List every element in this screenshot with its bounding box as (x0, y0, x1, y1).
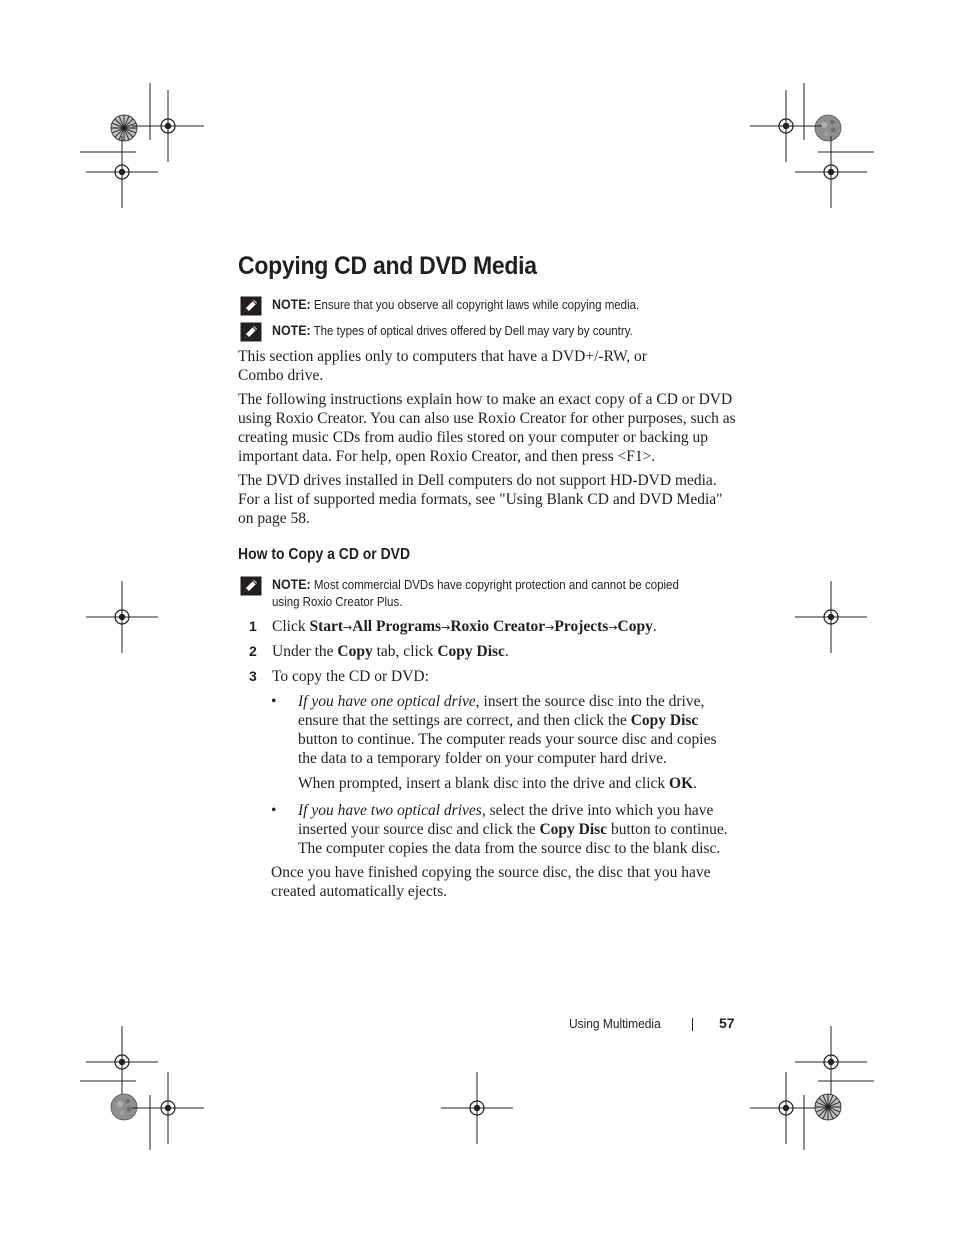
menu-path-copy: Copy (617, 618, 653, 635)
ui-button-copy-disc: Copy Disc (539, 821, 608, 838)
punctuation: . (504, 643, 509, 660)
step-number: 2 (249, 643, 257, 659)
ui-tab-copy: Copy (337, 643, 373, 660)
bullet-text: the data to a temporary folder on your computer hard drive. (298, 750, 667, 767)
ui-button-copy-disc: Copy Disc (630, 712, 699, 729)
bullet-dot: • (271, 693, 277, 710)
section-heading: How to Copy a CD or DVD (238, 546, 411, 563)
step-text: Click (272, 618, 310, 635)
note-pencil-icon (240, 576, 262, 596)
footer-divider (692, 1018, 693, 1031)
note-text: Most commercial DVDs have copyright protection and cannot be copied (313, 578, 679, 592)
punctuation: . (693, 775, 698, 792)
step-text: To copy the CD or DVD: (272, 668, 429, 685)
arrow-icon: → (608, 621, 618, 634)
menu-path-roxio: Roxio Creator (450, 618, 546, 635)
bullet-text: ensure that the settings are correct, and then click the (298, 712, 631, 729)
menu-path-projects: Projects (554, 618, 609, 635)
bullet-dot: • (271, 802, 277, 819)
text-line: creating music CDs from audio files stored on your computer or backing up (238, 429, 709, 446)
note-text: using Roxio Creator Plus. (272, 595, 403, 609)
page-title: Copying CD and DVD Media (238, 252, 537, 280)
closing-paragraph (271, 863, 741, 901)
arrow-icon: → (545, 621, 555, 634)
bullet-text: inserted your source disc and click the (298, 821, 540, 838)
text-line: The DVD drives installed in Dell computers do not support HD-DVD media. (238, 472, 717, 489)
text-line: on page 58. (238, 510, 310, 527)
text-line: This section applies only to computers that have a DVD+/-RW, or (238, 348, 647, 365)
hd-dvd-paragraph (238, 471, 738, 528)
arrow-icon: → (441, 621, 451, 634)
bullet-text: The computer copies the data from the source disc to the blank disc. (298, 840, 721, 857)
step-text: tab, click (372, 643, 438, 660)
text-line: For a list of supported media formats, see "Using Blank CD and DVD Media" (238, 491, 723, 508)
bullet-text: When prompted, insert a blank disc into the drive and click (298, 775, 670, 792)
note-pencil-icon (240, 296, 262, 316)
bullet-lead: If you have two optical drives (298, 802, 482, 819)
note-text: Ensure that you observe all copyright laws while copying media. (313, 298, 640, 312)
menu-path-all-programs: All Programs (352, 618, 442, 635)
step-2 (238, 642, 738, 662)
note-text: The types of optical drives offered by Dell may vary by country. (313, 324, 633, 338)
text-line: Combo drive. (238, 367, 324, 384)
instructions-paragraph (238, 390, 738, 466)
step-text: Under the (272, 643, 338, 660)
ui-button-copy-disc: Copy Disc (437, 643, 505, 660)
note-pencil-icon (240, 322, 262, 342)
footer-section-name: Using Multimedia (569, 1016, 661, 1031)
bullet-lead: If you have one optical drive (298, 693, 476, 710)
text-line: The following instructions explain how to make an exact copy of a CD or DVD (238, 391, 733, 408)
step-1 (238, 617, 738, 637)
text-line: important data. For help, open Roxio Creator, and then press <F1>. (238, 448, 656, 465)
note-label: NOTE: (272, 577, 311, 592)
note-label: NOTE: (272, 297, 311, 312)
note-label: NOTE: (272, 323, 311, 338)
step-3 (238, 667, 738, 687)
bullet-text: , insert the source disc into the drive, (475, 693, 705, 710)
page-number: 57 (719, 1015, 735, 1031)
text-line: Once you have finished copying the source disc, the disc that you have (271, 864, 711, 881)
text-line: created automatically ejects. (271, 883, 448, 900)
arrow-icon: → (343, 621, 353, 634)
menu-path-start: Start (309, 618, 344, 635)
ui-button-ok: OK (669, 775, 694, 792)
bullet-text: button to continue. (607, 821, 728, 838)
step-number: 3 (249, 668, 257, 684)
punctuation: . (652, 618, 657, 635)
bullet-text: , select the drive into which you have (481, 802, 714, 819)
step-number: 1 (249, 618, 257, 634)
bullet-text: button to continue. The computer reads your source disc and copies (298, 731, 717, 748)
intro-paragraph (238, 347, 738, 385)
text-line: using Roxio Creator. You can also use Roxio Creator for other purposes, such as (238, 410, 736, 427)
